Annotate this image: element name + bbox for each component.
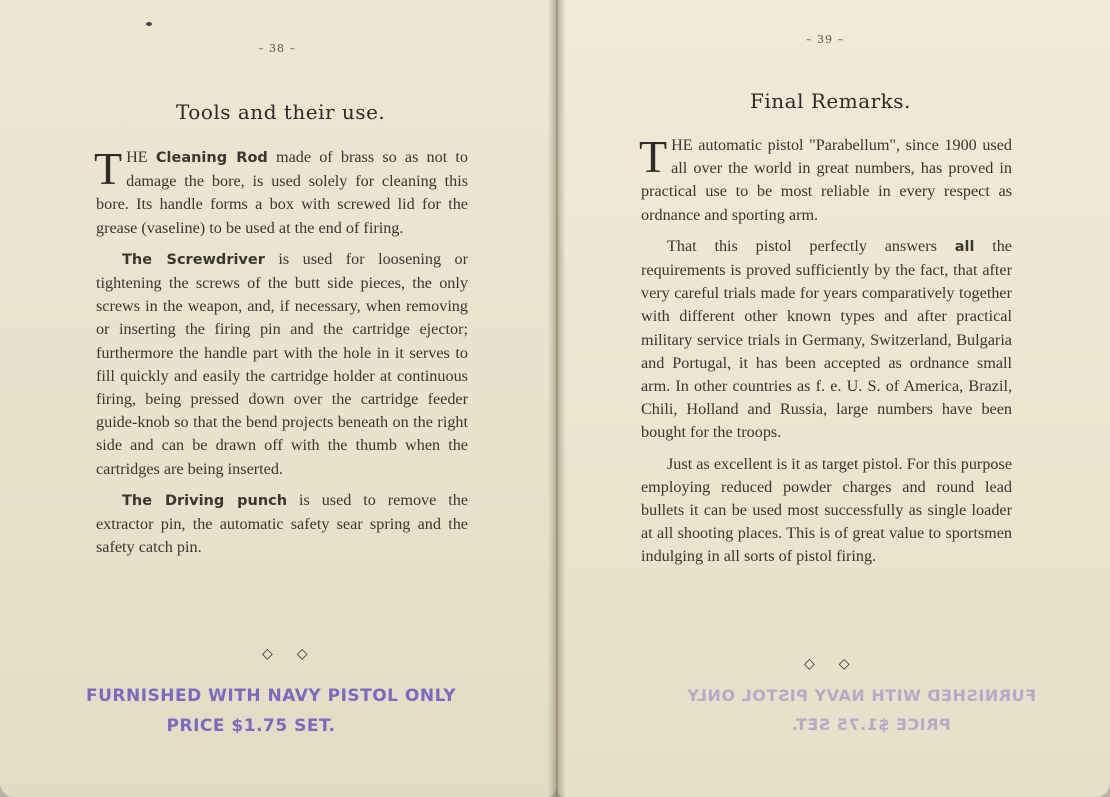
stamp-line-2: PRICE $1.75 SET. <box>791 715 951 734</box>
page-title: Final Remarks. <box>750 89 911 113</box>
diamond-ornament-icon: ◇◇ <box>804 656 874 672</box>
ink-stamp-bleed-through <box>686 686 1036 734</box>
paragraph-screwdriver: The Screwdriver is used for loosening or tightening the screws of the butt side pieces, the only screws in the weapon, and, if necessary, when removing or inserting the firing pin and the cartridge ejector; furthermore the handle part with the hole in it serves to fill quickly and easily the cartridge holder at continuous firing, being pressed down over the cartridge feeder guide-knob so that the bend projects beneath on the right side and can be drawn off with the thumb when the cartridges are being inserted. <box>96 249 468 478</box>
paragraph-requirements: That this pistol perfectly answers all the requirements is proved sufficiently by the fact, that after very careful trials made for years comparatively together with different other known types and after practical military service trials in Germany, Switzerland, Bulgaria and Portugal, it has been accepted as ordnance small arm. In other countries as f. e. U. S. of America, Brazil, Chili, Holland and Russia, large numbers have been bought for the troops. <box>641 236 1012 442</box>
body-text <box>639 131 1012 577</box>
ink-stamp <box>86 686 457 736</box>
drop-cap: T <box>639 131 668 182</box>
paragraph-target-pistol: Just as excellent is it as target pistol. For this purpose employing reduced powder charges and round lead bullets it can be used most successfully as single loader at all shooting places. This is of great value to sportsmen indulging in all sorts of pistol firing. <box>641 454 1012 566</box>
drop-cap: T <box>94 143 123 194</box>
diamond-ornament-icon: ◇◇ <box>262 646 332 662</box>
emphasis-all: all <box>954 238 975 255</box>
paragraph-cleaning-rod: THE Cleaning Rod made of brass so as not to damage the bore, is used solely for cleaning this bore. Its handle forms a box with screwed lid for the grease (vaseline) to be used at the end of firing. <box>94 143 469 237</box>
page-title: Tools and their use. <box>176 100 386 124</box>
paragraph-intro: THE automatic pistol "Parabellum", since 1900 used all over the world in great numbers, has proved in practical use to be most reliable in every respect as ordnance and sporting arm. <box>639 131 1012 224</box>
book-spine <box>548 0 566 797</box>
term-cleaning-rod: Cleaning Rod <box>155 150 268 166</box>
ink-smudge <box>146 22 152 26</box>
stamp-line-1: FURNISHED WITH NAVY PISTOL ONLY <box>86 686 457 706</box>
stamp-line-1: FURNISHED WITH NAVY PISTOL ONLY <box>686 686 1036 705</box>
term-screwdriver: The Screwdriver <box>122 251 265 268</box>
page-number: – 38 – <box>258 42 296 55</box>
term-driving-punch: The Driving punch <box>122 492 288 509</box>
right-page <box>556 0 1110 797</box>
page-number: – 39 – <box>806 33 844 46</box>
paragraph-driving-punch: The Driving punch is used to remove the extractor pin, the automatic safety sear spring and the safety catch pin. <box>96 490 468 557</box>
body-text <box>94 143 469 567</box>
stamp-line-2: PRICE $1.75 SET. <box>166 716 336 736</box>
